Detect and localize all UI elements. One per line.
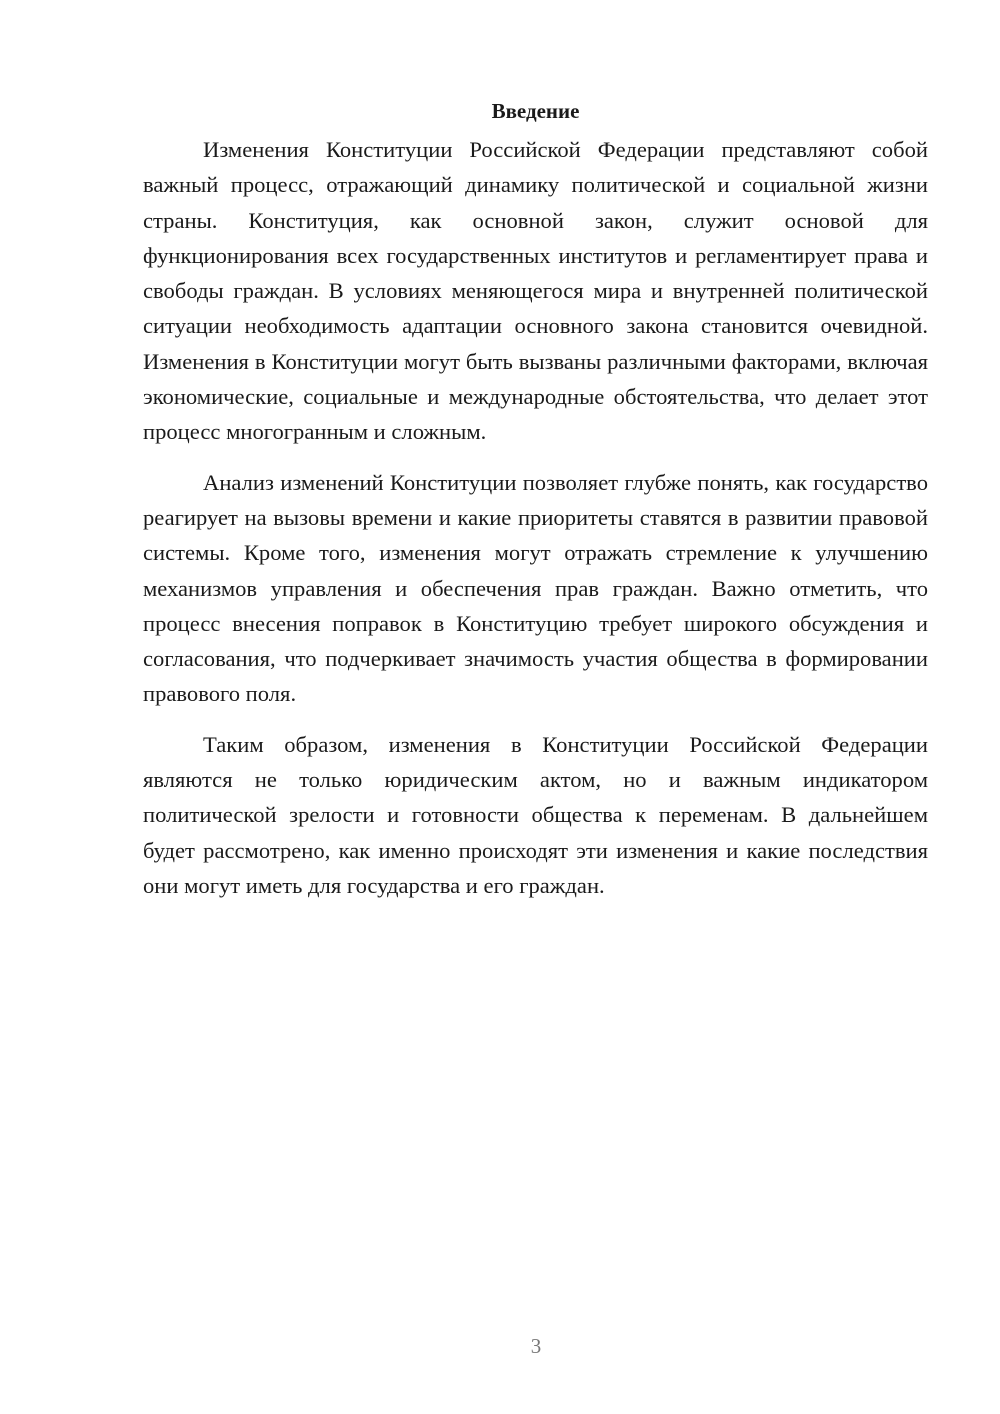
page-number: 3: [530, 1334, 542, 1358]
section-heading: Введение: [491, 99, 580, 123]
paragraph-1: Изменения Конституции Российской Федерации представляют собой важный процесс, отражающий динамику политической и социальной жизни страны. Конституция, как основной закон, служит основой для функционирования всех государственных институтов и регламентирует права и свободы граждан. В условиях меняющегося мира и внутренней политической ситуации необходимость адаптации основного закона становится очевидной. Изменения в Конституции могут быть вызваны различными факторами, включая экономические, социальные и международные обстоятельства, что делает этот процесс многогранным и сложным.: [143, 137, 928, 445]
paragraph-3: Таким образом, изменения в Конституции Российской Федерации являются не только юридическим актом, но и важным индикатором политической зрелости и готовности общества к переменам. В дальнейшем будет рассмотрено, как именно происходят эти изменения и какие последствия они могут иметь для государства и его граждан.: [143, 731, 928, 898]
page-content: [143, 92, 928, 918]
paragraph-2: Анализ изменений Конституции позволяет глубже понять, как государство реагирует на вызовы времени и какие приоритеты ставятся в развитии правовой системы. Кроме того, изменения могут отражать стремление к улучшению механизмов управления и обеспечения прав граждан. Важно отметить, что процесс внесения поправок в Конституцию требует широкого обсуждения и согласования, что подчеркивает значимость участия общества в формировании правового поля.: [143, 469, 928, 707]
